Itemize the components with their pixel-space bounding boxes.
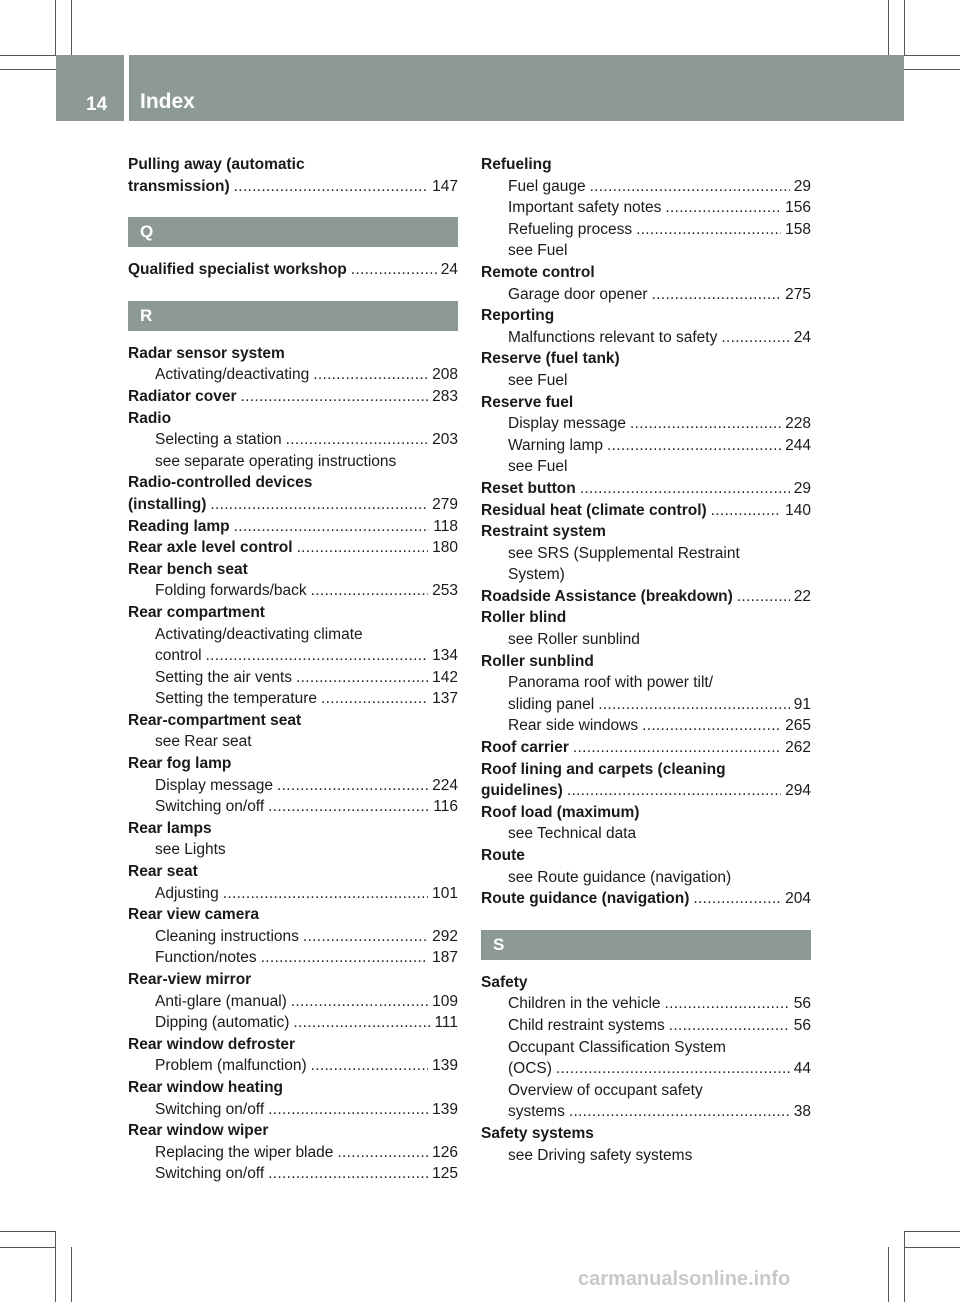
entry-text: Display message — [155, 776, 274, 794]
index-entry — [481, 1123, 811, 1145]
dot-leader — [234, 516, 430, 538]
entry-text: Safety systems — [481, 1124, 594, 1142]
entry-text: Panorama roof with power tilt/ — [508, 674, 714, 692]
entry-text: Rear fog lamp — [128, 755, 232, 773]
entry-text: Dipping (automatic) — [155, 1014, 290, 1032]
dot-leader — [580, 478, 790, 500]
index-letter-heading: Q — [128, 217, 458, 247]
index-subentry — [128, 1055, 458, 1077]
page-ref: 24 — [793, 328, 811, 346]
crop-mark — [888, 1247, 889, 1302]
index-subentry — [128, 926, 458, 948]
index-entry — [481, 154, 811, 176]
index-entry — [128, 904, 458, 926]
dot-leader — [268, 1163, 428, 1185]
index-entry — [128, 408, 458, 430]
entry-text: Reset button — [481, 479, 576, 497]
entry-text: Route — [481, 847, 525, 864]
page-ref: 180 — [432, 539, 458, 557]
index-subentry — [128, 1142, 458, 1164]
dot-leader — [337, 1142, 428, 1164]
index-subentry — [128, 1099, 458, 1121]
dot-leader — [737, 586, 790, 608]
entry-text: Reading lamp — [128, 517, 230, 535]
index-entry — [481, 392, 811, 414]
page-ref: 38 — [793, 1103, 811, 1121]
index-subentry — [481, 1015, 811, 1037]
crop-mark — [55, 0, 56, 55]
entry-text: Restraint system — [481, 523, 606, 541]
index-entry — [128, 494, 458, 516]
entry-text: Setting the temperature — [155, 690, 317, 708]
entry-text: Important safety notes — [508, 199, 662, 217]
crop-mark — [904, 0, 905, 55]
index-entry — [128, 602, 458, 624]
dot-leader — [291, 991, 428, 1013]
dot-leader — [652, 284, 782, 306]
index-entry — [481, 586, 811, 608]
index-subentry — [481, 1101, 811, 1123]
index-entry — [128, 259, 458, 281]
index-column-right — [481, 154, 811, 1166]
watermark: carmanualsonline.info — [578, 1268, 791, 1290]
index-entry — [481, 888, 811, 910]
dot-leader — [296, 667, 428, 689]
crop-mark — [0, 1247, 56, 1248]
dot-leader — [630, 413, 781, 435]
dot-leader — [311, 1055, 429, 1077]
index-subentry — [128, 731, 458, 753]
entry-text: Reserve (fuel tank) — [481, 350, 620, 368]
index-subentry — [481, 993, 811, 1015]
dot-leader — [669, 1015, 790, 1037]
dot-leader — [636, 219, 781, 241]
page-ref: 224 — [432, 776, 458, 794]
entry-text: Activating/deactivating — [155, 366, 310, 384]
entry-text: Rear window wiper — [128, 1122, 269, 1140]
entry-text: Radar sensor system — [128, 344, 285, 362]
entry-text: Child restraint systems — [508, 1016, 665, 1034]
index-subentry — [128, 1163, 458, 1185]
index-entry — [128, 1077, 458, 1099]
entry-text: see Fuel — [508, 371, 568, 389]
entry-text: Refueling — [481, 156, 552, 173]
page-ref: 147 — [432, 177, 458, 195]
index-subentry — [128, 947, 458, 969]
entry-text: Rear view camera — [128, 906, 259, 924]
dot-leader — [234, 176, 428, 198]
entry-text: Safety — [481, 973, 528, 991]
crop-mark — [0, 55, 56, 56]
dot-leader — [210, 494, 428, 516]
dot-leader — [223, 883, 428, 905]
page-ref: 253 — [432, 582, 458, 600]
index-subentry — [128, 624, 458, 646]
entry-text: see Roller sunblind — [508, 631, 640, 649]
index-entry — [128, 818, 458, 840]
index-entry — [128, 1120, 458, 1142]
crop-mark — [904, 55, 960, 56]
entry-text: Replacing the wiper blade — [155, 1143, 334, 1161]
dot-leader — [569, 1101, 790, 1123]
entry-text: Folding forwards/back — [155, 582, 307, 600]
page-ref: 228 — [785, 415, 811, 433]
crop-mark — [904, 1247, 960, 1248]
index-subentry — [481, 672, 811, 694]
index-entry — [128, 516, 458, 538]
dot-leader — [556, 1058, 790, 1080]
index-letter-heading: S — [481, 930, 811, 960]
index-entry — [481, 802, 811, 824]
index-subentry — [481, 1058, 811, 1080]
dot-leader — [665, 993, 790, 1015]
page-ref: 139 — [432, 1100, 458, 1118]
dot-leader — [286, 429, 428, 451]
index-entry — [128, 472, 458, 494]
entry-text: Occupant Classification System — [508, 1038, 726, 1056]
index-subentry — [128, 839, 458, 861]
index-entry — [481, 737, 811, 759]
dot-leader — [321, 688, 428, 710]
page-ref: 265 — [785, 717, 811, 735]
index-subentry — [481, 1080, 811, 1102]
index-entry — [481, 348, 811, 370]
page-ref: 208 — [432, 366, 458, 384]
entry-text: Display message — [508, 415, 627, 433]
dot-leader — [598, 694, 790, 716]
entry-text: Rear lamps — [128, 819, 212, 837]
page-ref: 292 — [432, 927, 458, 945]
dot-leader — [241, 386, 429, 408]
entry-text: Rear-compartment seat — [128, 711, 302, 729]
index-entry — [481, 845, 811, 867]
header-divider — [124, 55, 129, 121]
dot-leader — [206, 645, 429, 667]
entry-text: Radiator cover — [128, 387, 237, 405]
index-subentry — [481, 694, 811, 716]
entry-text: Radio-controlled devices — [128, 474, 313, 492]
index-entry — [128, 386, 458, 408]
entry-text: Fuel gauge — [508, 177, 586, 195]
page-ref: 29 — [793, 479, 811, 497]
page-ref: 44 — [793, 1060, 811, 1078]
index-subentry — [481, 867, 811, 889]
entry-text: see separate operating instructions — [155, 452, 397, 470]
entry-text: Adjusting — [155, 884, 219, 902]
index-entry — [481, 521, 811, 543]
index-subentry — [481, 823, 811, 845]
page-ref: 56 — [793, 995, 811, 1013]
dot-leader — [303, 926, 428, 948]
index-subentry — [481, 327, 811, 349]
entry-text: Function/notes — [155, 949, 257, 967]
dot-leader — [642, 715, 781, 737]
entry-text: Radio — [128, 409, 172, 427]
page-ref: 158 — [785, 220, 811, 238]
entry-text: Roadside Assistance (breakdown) — [481, 587, 733, 605]
page-ref: 111 — [434, 1014, 458, 1032]
entry-text: Rear window heating — [128, 1078, 284, 1096]
index-subentry — [128, 688, 458, 710]
entry-text: Warning lamp — [508, 436, 604, 454]
entry-text: see SRS (Supplemental Restraint — [508, 544, 740, 562]
index-subentry — [128, 796, 458, 818]
page-ref: 262 — [785, 739, 811, 757]
entry-text: Roof carrier — [481, 739, 569, 757]
entry-text: Rear-view mirror — [128, 971, 252, 988]
entry-text: Activating/deactivating climate — [155, 625, 363, 643]
index-entry — [481, 262, 811, 284]
index-entry — [128, 710, 458, 732]
crop-mark — [904, 1231, 960, 1232]
entry-text: Remote control — [481, 263, 595, 281]
page-ref: 187 — [432, 949, 458, 967]
index-subentry — [481, 456, 811, 478]
index-subentry — [128, 451, 458, 473]
index-entry — [128, 559, 458, 581]
entry-text: Roller sunblind — [481, 652, 594, 670]
entry-text: Cleaning instructions — [155, 927, 299, 945]
index-entry — [481, 500, 811, 522]
dot-leader — [665, 197, 781, 219]
crop-mark — [888, 0, 889, 55]
crop-mark — [904, 1231, 905, 1302]
entry-text: Rear seat — [128, 863, 198, 881]
entry-text: Selecting a station — [155, 431, 282, 449]
entry-text: see Driving safety systems — [508, 1146, 693, 1164]
entry-text: Rear window defroster — [128, 1035, 296, 1053]
entry-text: control — [155, 647, 202, 665]
page-ref: 126 — [432, 1143, 458, 1161]
entry-text: Children in the vehicle — [508, 995, 661, 1013]
crop-mark — [904, 69, 960, 70]
index-entry — [128, 969, 458, 991]
index-subentry — [128, 1012, 458, 1034]
index-subentry — [128, 580, 458, 602]
page-ref: 137 — [432, 690, 458, 708]
index-entry — [481, 972, 811, 994]
page-ref: 125 — [432, 1165, 458, 1183]
index-entry — [128, 861, 458, 883]
entry-text: transmission) — [128, 177, 230, 195]
entry-text: Switching on/off — [155, 798, 265, 816]
page-ref: 294 — [785, 782, 811, 800]
page-ref: 204 — [785, 890, 811, 908]
dot-leader — [277, 775, 428, 797]
entry-text: Problem (malfunction) — [155, 1057, 307, 1075]
index-entry — [128, 343, 458, 365]
entry-text: see Lights — [155, 841, 226, 859]
index-subentry — [481, 413, 811, 435]
index-entry — [128, 537, 458, 559]
dot-leader — [297, 537, 429, 559]
index-subentry — [481, 629, 811, 651]
dot-leader — [261, 947, 428, 969]
page-ref: 283 — [432, 387, 458, 405]
entry-text: Anti-glare (manual) — [155, 992, 287, 1010]
index-subentry — [481, 197, 811, 219]
dot-leader — [693, 888, 781, 910]
entry-text: Roller blind — [481, 609, 567, 627]
page-ref: 140 — [785, 501, 811, 519]
page-ref: 275 — [785, 285, 811, 303]
page-ref: 139 — [432, 1057, 458, 1075]
entry-text: Rear axle level control — [128, 539, 293, 557]
index-entry — [481, 305, 811, 327]
page-ref: 116 — [433, 798, 458, 816]
index-subentry — [128, 364, 458, 386]
index-subentry — [128, 991, 458, 1013]
crop-mark — [55, 1231, 56, 1302]
index-subentry — [481, 219, 811, 241]
index-entry — [128, 753, 458, 775]
crop-mark — [0, 69, 56, 70]
page-ref: 24 — [440, 261, 458, 279]
entry-text: Malfunctions relevant to safety — [508, 328, 718, 346]
index-entry — [481, 780, 811, 802]
dot-leader — [567, 780, 781, 802]
crop-mark — [71, 1247, 72, 1302]
entry-text: System) — [508, 566, 565, 584]
entry-text: Garage door opener — [508, 285, 648, 303]
index-entry — [128, 176, 458, 198]
index-entry — [481, 478, 811, 500]
entry-text: Switching on/off — [155, 1100, 265, 1118]
page-ref: 134 — [432, 647, 458, 665]
index-subentry — [128, 429, 458, 451]
entry-text: Rear compartment — [128, 603, 265, 621]
entry-text: guidelines) — [481, 782, 563, 800]
entry-text: Roof lining and carpets (cleaning — [481, 760, 726, 778]
page-ref: 142 — [432, 668, 458, 686]
page-ref: 156 — [785, 199, 811, 217]
entry-text: Reserve fuel — [481, 393, 574, 411]
dot-leader — [268, 1099, 428, 1121]
entry-text: Overview of occupant safety — [508, 1081, 703, 1099]
entry-text: Rear side windows — [508, 717, 639, 735]
page-ref: 109 — [432, 992, 458, 1010]
dot-leader — [293, 1012, 430, 1034]
dot-leader — [268, 796, 429, 818]
index-subentry — [481, 176, 811, 198]
index-subentry — [128, 775, 458, 797]
entry-text: see Fuel — [508, 242, 568, 260]
index-entry — [128, 154, 458, 176]
index-subentry — [481, 1037, 811, 1059]
index-subentry — [481, 1145, 811, 1167]
page-ref: 279 — [432, 495, 458, 513]
dot-leader — [313, 364, 428, 386]
entry-text: Qualified specialist workshop — [128, 261, 347, 279]
dot-leader — [590, 176, 790, 198]
entry-text: Rear bench seat — [128, 560, 248, 578]
index-subentry — [128, 883, 458, 905]
dot-leader — [721, 327, 789, 349]
index-subentry — [481, 564, 811, 586]
index-subentry — [481, 543, 811, 565]
page-ref: 203 — [432, 431, 458, 449]
dot-leader — [311, 580, 429, 602]
dot-leader — [711, 500, 781, 522]
page-ref: 244 — [785, 436, 811, 454]
page-ref: 22 — [793, 587, 811, 605]
entry-text: see Fuel — [508, 458, 568, 476]
crop-mark — [71, 0, 72, 55]
index-subentry — [481, 370, 811, 392]
index-subentry — [481, 284, 811, 306]
entry-text: Refueling process — [508, 220, 633, 238]
page-ref: 56 — [793, 1016, 811, 1034]
dot-leader — [573, 737, 781, 759]
entry-text: see Route guidance (navigation) — [508, 868, 732, 886]
page-ref: 29 — [793, 177, 811, 195]
page-ref: 101 — [432, 884, 458, 902]
entry-text: Route guidance (navigation) — [481, 890, 690, 908]
entry-text: systems — [508, 1103, 565, 1121]
index-entry — [481, 759, 811, 781]
entry-text: see Rear seat — [155, 733, 252, 751]
index-subentry — [128, 667, 458, 689]
dot-leader — [351, 259, 437, 281]
entry-text: Reporting — [481, 307, 555, 325]
page-ref: 91 — [793, 695, 811, 713]
entry-text: (OCS) — [508, 1060, 552, 1078]
entry-text: (installing) — [128, 495, 207, 513]
index-column-left — [128, 154, 458, 1185]
entry-text: Switching on/off — [155, 1165, 265, 1183]
index-subentry — [128, 645, 458, 667]
index-subentry — [481, 715, 811, 737]
page-ref: 118 — [433, 517, 458, 535]
index-letter-heading: R — [128, 301, 458, 331]
index-subentry — [481, 240, 811, 262]
crop-mark — [0, 1231, 56, 1232]
entry-text: sliding panel — [508, 695, 595, 713]
page-number: 14 — [86, 94, 108, 115]
entry-text: Setting the air vents — [155, 668, 292, 686]
index-subentry — [481, 435, 811, 457]
index-entry — [481, 651, 811, 673]
dot-leader — [607, 435, 781, 457]
entry-text: Roof load (maximum) — [481, 803, 640, 821]
index-entry — [128, 1034, 458, 1056]
entry-text: Pulling away (automatic — [128, 156, 305, 173]
entry-text: Residual heat (climate control) — [481, 501, 707, 519]
entry-text: see Technical data — [508, 825, 637, 843]
index-entry — [481, 607, 811, 629]
page-title: Index — [140, 90, 195, 113]
